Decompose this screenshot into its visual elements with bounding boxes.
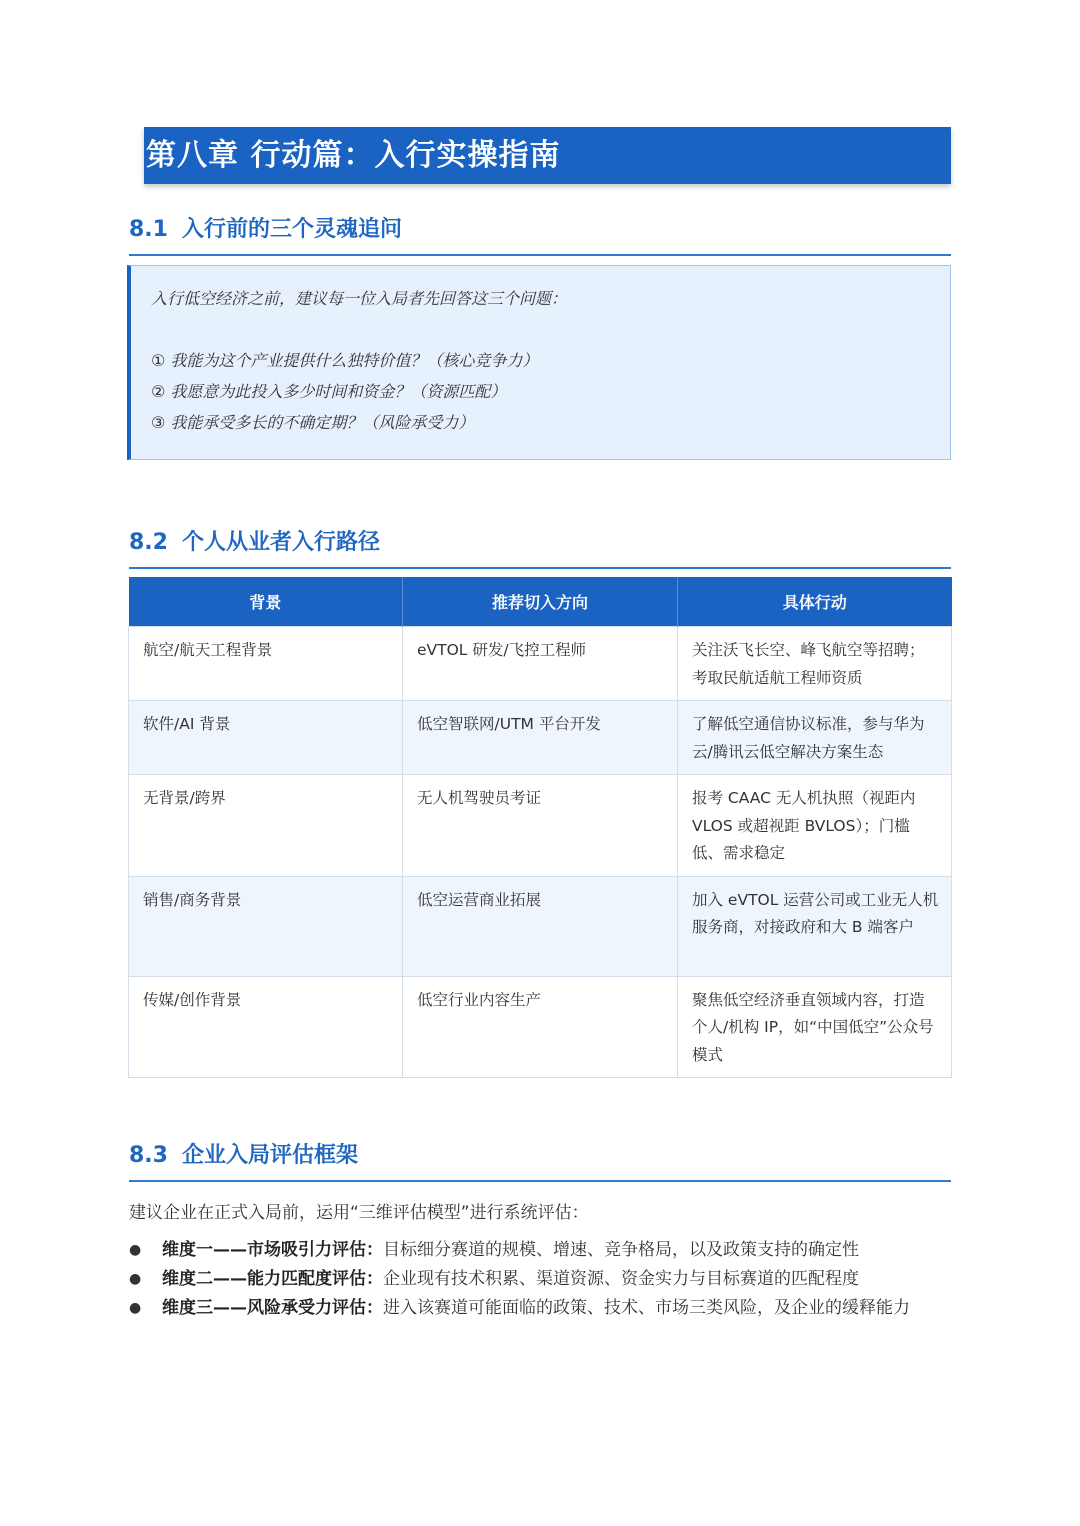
table-cell: 聚焦低空经济垂直领域内容，打造个人/机构 IP，如“中国低空”公众号模式 (678, 976, 952, 1078)
callout-intro: 入行低空经济之前，建议每一位入局者先回答这三个问题： (151, 289, 568, 308)
table-row (129, 627, 952, 701)
section-number: 8.1 (129, 217, 168, 242)
evaluation-dimensions-list (129, 1236, 959, 1323)
table-cell: 销售/商务背景 (129, 876, 403, 976)
table-cell: 航空/航天工程背景 (129, 627, 403, 701)
table-cell: 低空行业内容生产 (403, 976, 678, 1078)
bullet-icon: ● (129, 1271, 142, 1287)
section-title-text: 个人从业者入行路径 (181, 530, 380, 555)
table-row (129, 976, 952, 1078)
table-cell: 软件/AI 背景 (129, 701, 403, 775)
column-header: 推荐切入方向 (403, 577, 678, 627)
chapter-title: 第八章 行动篇：入行实操指南 (144, 127, 951, 184)
dimension-text: 进入该赛道可能面临的政策、技术、市场三类风险，及企业的缓释能力 (383, 1298, 910, 1318)
table-cell: 传媒/创作背景 (129, 976, 403, 1078)
career-path-table (128, 577, 952, 1078)
questions-callout (127, 265, 951, 460)
dimension-text: 企业现有技术积累、渠道资源、资金实力与目标赛道的匹配程度 (383, 1269, 859, 1289)
list-item (129, 1294, 959, 1323)
table-cell: 低空运营商业拓展 (403, 876, 678, 976)
lead-paragraph: 建议企业在正式入局前，运用“三维评估模型”进行系统评估： (129, 1203, 589, 1223)
section-title-text: 入行前的三个灵魂追问 (181, 217, 402, 242)
section-number: 8.2 (129, 530, 168, 555)
table-cell: 了解低空通信协议标准，参与华为云/腾讯云低空解决方案生态 (678, 701, 952, 775)
table-header-row (129, 577, 952, 627)
table-cell: 无背景/跨界 (129, 775, 403, 877)
table-row (129, 775, 952, 877)
question-item: ② 我愿意为此投入多少时间和资金？（资源匹配） (151, 382, 507, 401)
bullet-icon: ● (129, 1300, 142, 1316)
column-header: 具体行动 (678, 577, 952, 627)
dimension-label: 维度三——风险承受力评估： (162, 1298, 383, 1318)
section-heading-8-2 (129, 525, 951, 569)
section-heading-8-1 (129, 212, 951, 256)
table-cell: 低空智联网/UTM 平台开发 (403, 701, 678, 775)
list-item (129, 1265, 959, 1294)
table-cell: 关注沃飞长空、峰飞航空等招聘；考取民航适航工程师资质 (678, 627, 952, 701)
section-title-text: 企业入局评估框架 (181, 1143, 358, 1168)
section-number: 8.3 (129, 1143, 168, 1168)
list-item (129, 1236, 959, 1265)
table-cell: 加入 eVTOL 运营公司或工业无人机服务商，对接政府和大 B 端客户 (678, 876, 952, 976)
dimension-text: 目标细分赛道的规模、增速、竞争格局，以及政策支持的确定性 (383, 1240, 859, 1260)
table-row (129, 876, 952, 976)
table-cell: 无人机驾驶员考证 (403, 775, 678, 877)
dimension-label: 维度二——能力匹配度评估： (162, 1269, 383, 1289)
question-item: ① 我能为这个产业提供什么独特价值？（核心竞争力） (151, 351, 539, 370)
dimension-label: 维度一——市场吸引力评估： (162, 1240, 383, 1260)
table-cell: 报考 CAAC 无人机执照（视距内 VLOS 或超视距 BVLOS）；门槛低、需求稳定 (678, 775, 952, 877)
table-row (129, 701, 952, 775)
question-item: ③ 我能承受多长的不确定期？（风险承受力） (151, 413, 475, 432)
section-heading-8-3 (129, 1138, 951, 1182)
bullet-icon: ● (129, 1242, 142, 1258)
table-cell: eVTOL 研发/飞控工程师 (403, 627, 678, 701)
column-header: 背景 (129, 577, 403, 627)
